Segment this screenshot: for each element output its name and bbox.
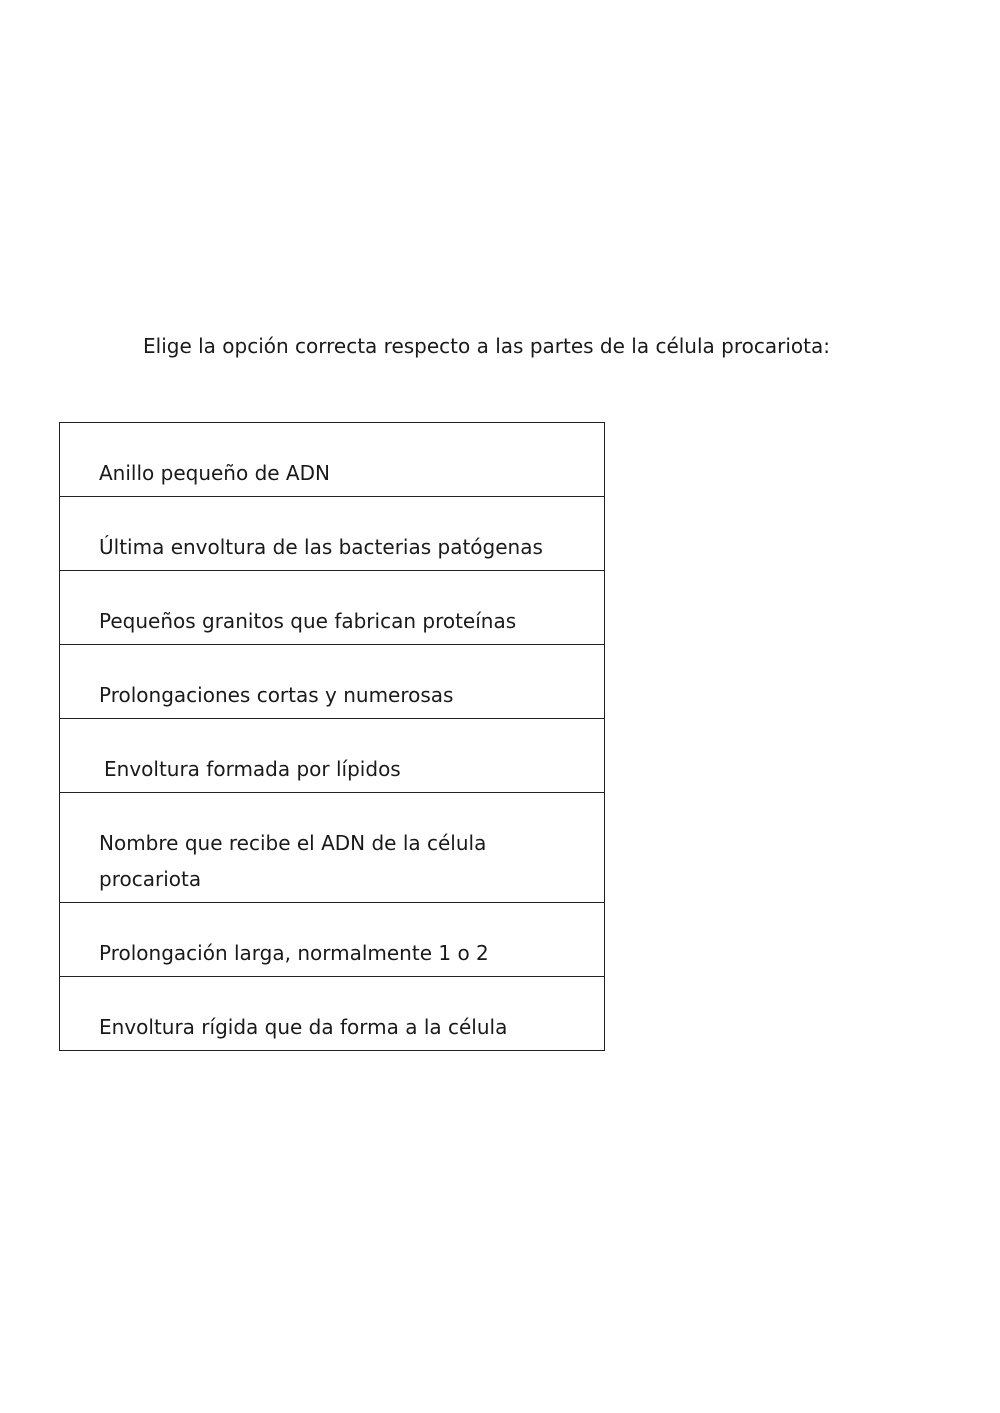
instruction-text: Elige la opción correcta respecto a las partes de la célula procariota: [143, 334, 830, 358]
option-text[interactable]: Pequeños granitos que fabrican proteínas [60, 571, 605, 645]
option-row[interactable] [60, 571, 605, 645]
options-table [59, 422, 605, 1051]
option-text[interactable]: Prolongaciones cortas y numerosas [60, 645, 605, 719]
option-row[interactable] [60, 645, 605, 719]
option-text[interactable]: Última envoltura de las bacterias patógenas [60, 497, 605, 571]
option-text[interactable]: Prolongación larga, normalmente 1 o 2 [60, 903, 605, 977]
option-row[interactable] [60, 497, 605, 571]
option-text[interactable]: Anillo pequeño de ADN [99, 461, 330, 485]
option-text[interactable]: Envoltura rígida que da forma a la célula [60, 977, 605, 1051]
option-row[interactable] [60, 423, 605, 497]
option-row[interactable] [60, 793, 605, 903]
option-row[interactable] [60, 719, 605, 793]
option-text[interactable]: Envoltura formada por lípidos [60, 719, 605, 793]
option-row[interactable] [60, 903, 605, 977]
option-text[interactable]: Nombre que recibe el ADN de la célula procariota [60, 793, 605, 903]
option-row[interactable] [60, 977, 605, 1051]
